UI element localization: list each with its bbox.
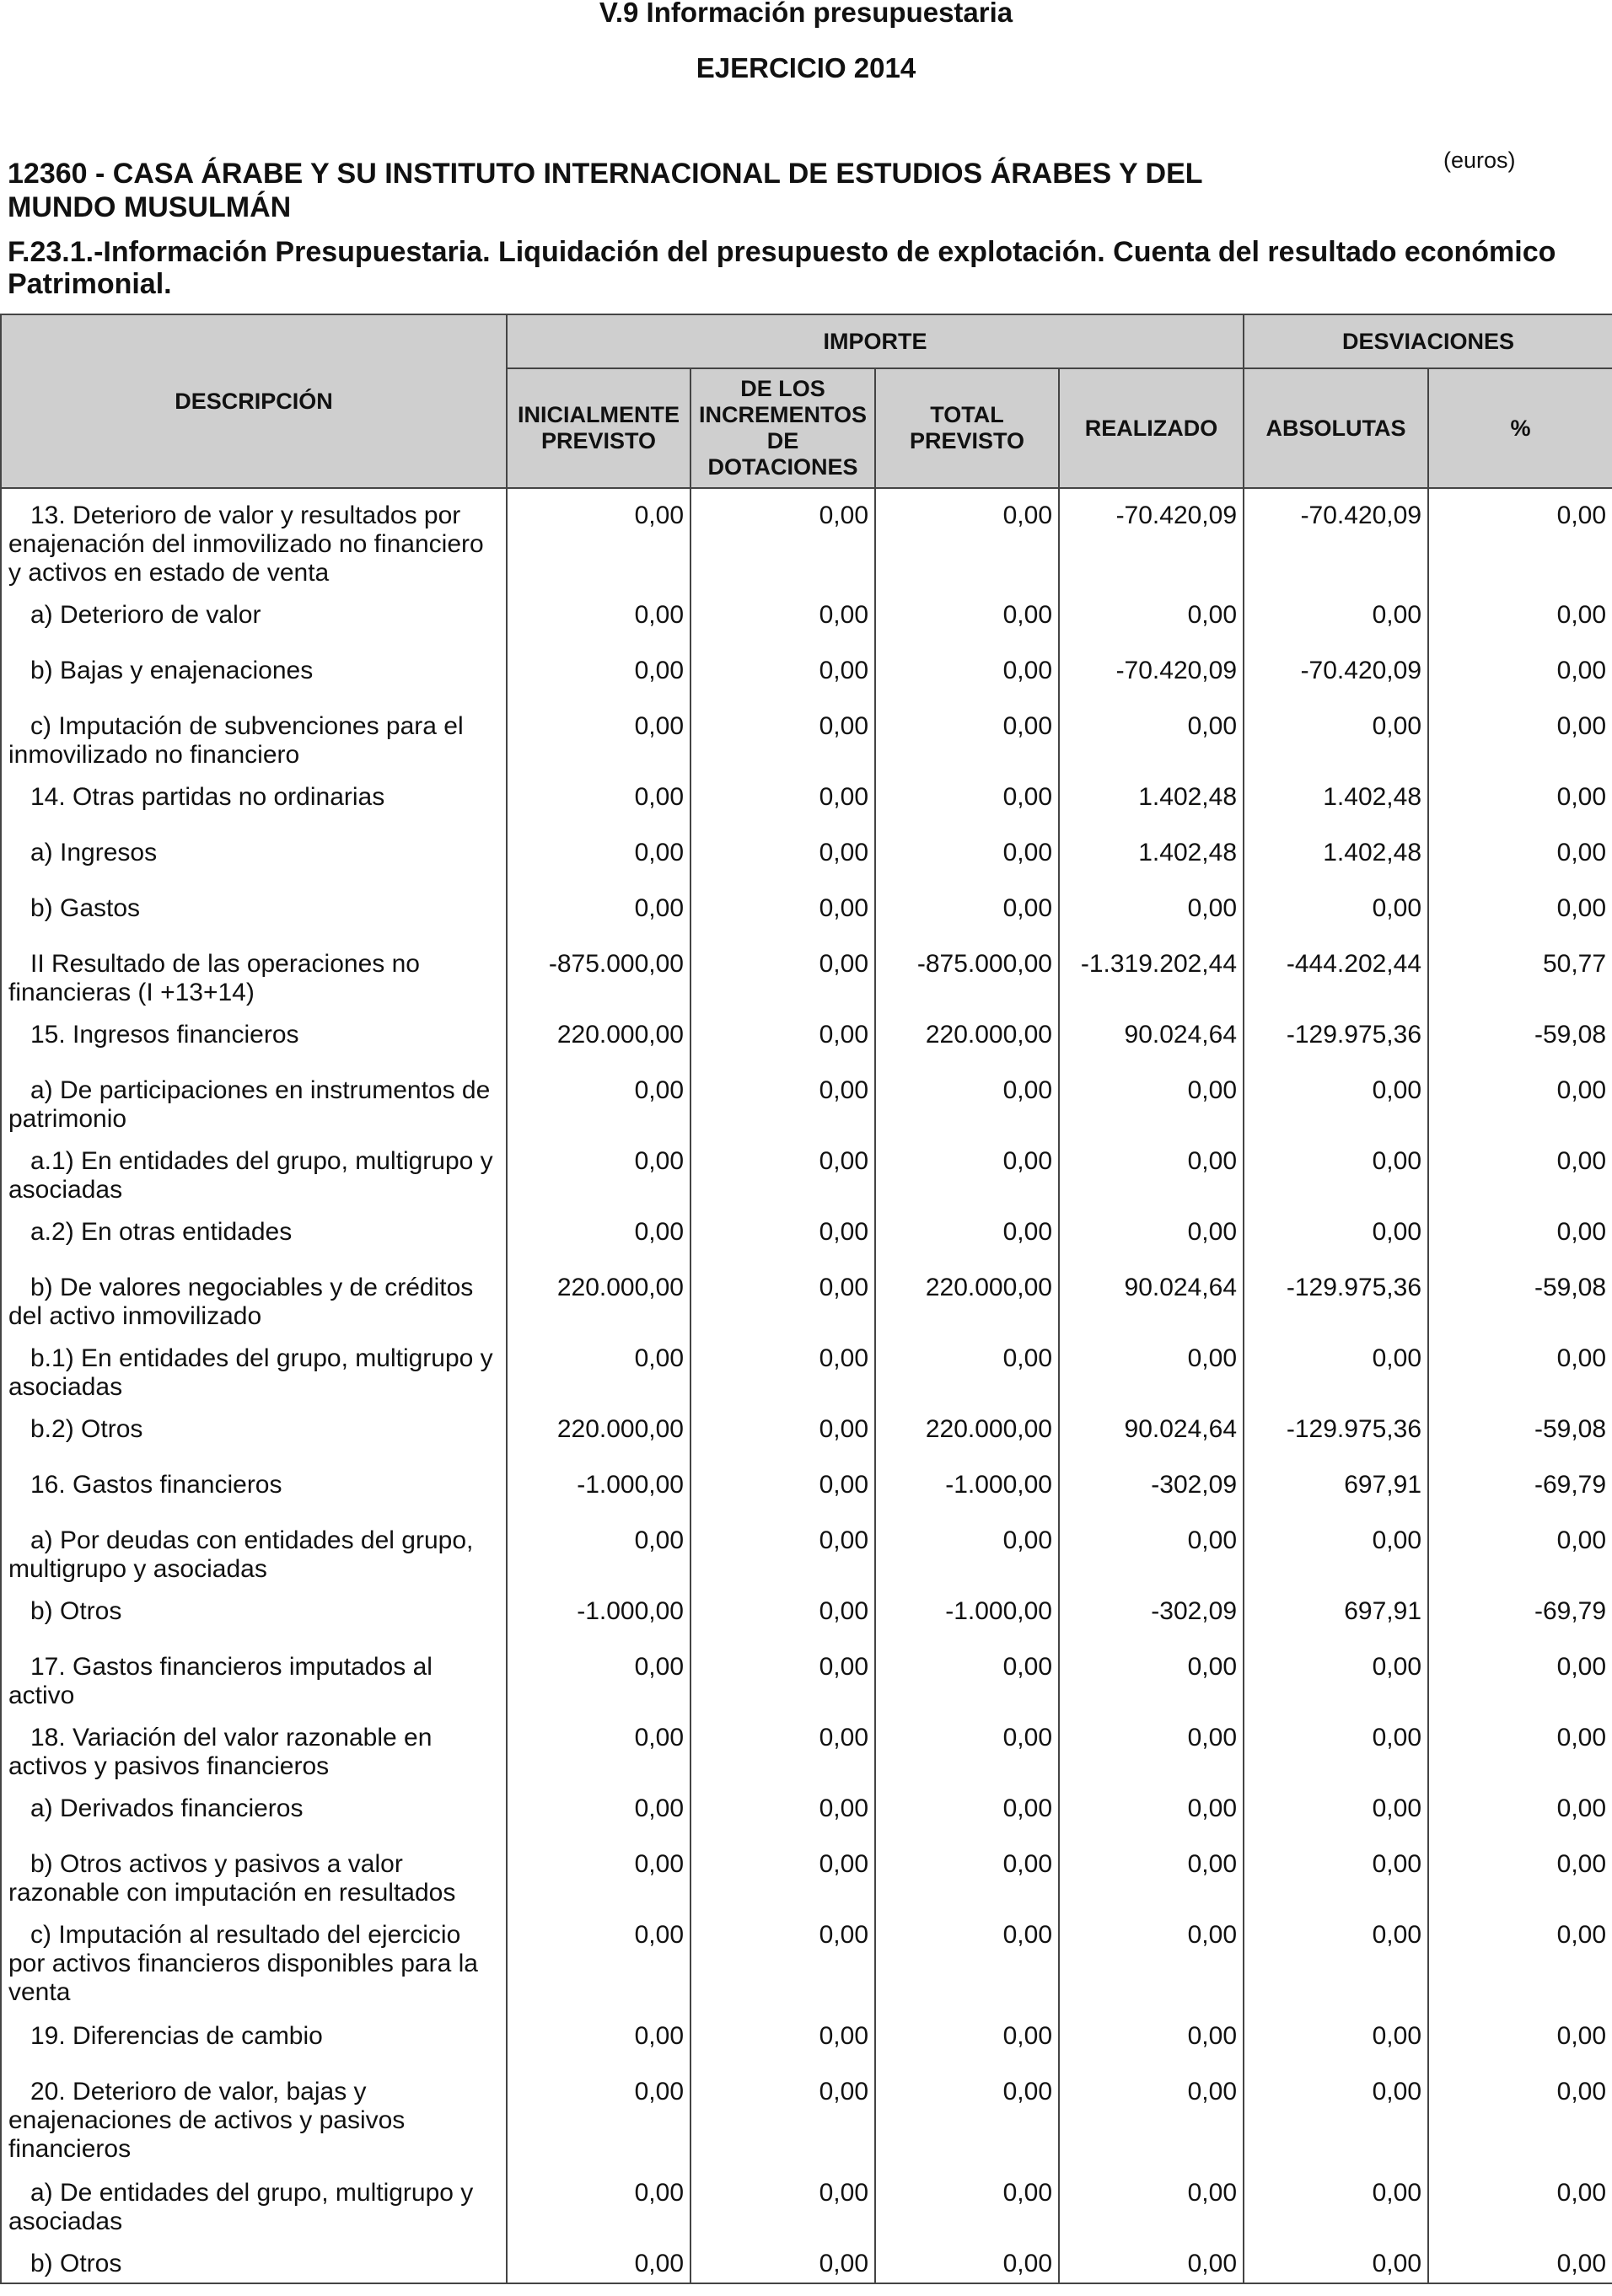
row-value: 0,00 — [690, 1064, 875, 1135]
row-value: 0,00 — [1428, 2009, 1612, 2065]
row-value: 0,00 — [1428, 770, 1612, 826]
row-value: 0,00 — [1244, 588, 1428, 644]
table-row — [1, 488, 1612, 588]
table-body — [1, 488, 1612, 2283]
row-value: 0,00 — [1428, 1064, 1612, 1135]
row-description: b) Otros — [1, 1585, 507, 1640]
row-value: 0,00 — [875, 770, 1059, 826]
row-value: -1.000,00 — [875, 1585, 1059, 1640]
table-row — [1, 770, 1612, 826]
row-value: 0,00 — [875, 882, 1059, 937]
row-description: c) Imputación de subvenciones para el inmovilizado no financiero — [1, 700, 507, 770]
table-row — [1, 2065, 1612, 2166]
header-inicialmente-previsto: INICIALMENTE PREVISTO — [507, 368, 690, 488]
currency-unit: (euros) — [1443, 148, 1516, 173]
table-row — [1, 882, 1612, 937]
row-value: 0,00 — [875, 2166, 1059, 2237]
row-value: 0,00 — [1428, 2065, 1612, 2166]
row-value: 0,00 — [1428, 1205, 1612, 1261]
row-value: 0,00 — [875, 1332, 1059, 1403]
row-value: -302,09 — [1059, 1585, 1244, 1640]
row-value: 0,00 — [1428, 882, 1612, 937]
row-value: 0,00 — [1244, 1711, 1428, 1782]
row-value: 1.402,48 — [1244, 770, 1428, 826]
row-value: 0,00 — [1059, 1640, 1244, 1711]
row-description: a) Ingresos — [1, 826, 507, 882]
row-value: 0,00 — [690, 1640, 875, 1711]
row-value: -129.975,36 — [1244, 1403, 1428, 1458]
row-description: 19. Diferencias de cambio — [1, 2009, 507, 2065]
table-row — [1, 826, 1612, 882]
row-description: b.1) En entidades del grupo, multigrupo y asociadas — [1, 1332, 507, 1403]
row-value: 0,00 — [1244, 1640, 1428, 1711]
row-value: 0,00 — [507, 826, 690, 882]
row-value: 0,00 — [690, 1261, 875, 1332]
row-value: 0,00 — [690, 1008, 875, 1064]
row-value: 0,00 — [1059, 2166, 1244, 2237]
row-value: 0,00 — [875, 588, 1059, 644]
row-value: 0,00 — [1244, 1332, 1428, 1403]
row-value: 0,00 — [507, 644, 690, 700]
row-value: 0,00 — [690, 1908, 875, 2009]
row-value: 0,00 — [1059, 1135, 1244, 1205]
row-value: -70.420,09 — [1059, 644, 1244, 700]
row-value: 0,00 — [507, 2166, 690, 2237]
header-porcentaje: % — [1428, 368, 1612, 488]
row-value: -129.975,36 — [1244, 1008, 1428, 1064]
row-value: -875.000,00 — [875, 937, 1059, 1008]
row-value: 0,00 — [507, 488, 690, 588]
row-value: 0,00 — [690, 1782, 875, 1837]
row-value: 0,00 — [1244, 2166, 1428, 2237]
row-value: 0,00 — [507, 1514, 690, 1585]
row-value: 220.000,00 — [507, 1403, 690, 1458]
row-description: b.2) Otros — [1, 1403, 507, 1458]
row-value: 220.000,00 — [507, 1261, 690, 1332]
table-row — [1, 1135, 1612, 1205]
table-row — [1, 1585, 1612, 1640]
row-value: 0,00 — [1428, 1135, 1612, 1205]
row-value: 0,00 — [507, 882, 690, 937]
row-value: 0,00 — [875, 1514, 1059, 1585]
row-value: 0,00 — [1244, 1064, 1428, 1135]
row-value: 0,00 — [875, 1205, 1059, 1261]
row-description: 15. Ingresos financieros — [1, 1008, 507, 1064]
row-value: 220.000,00 — [875, 1261, 1059, 1332]
organization-title: 12360 - CASA ÁRABE Y SU INSTITUTO INTERNACIONAL DE ESTUDIOS ÁRABES Y DEL MUNDO MUSULMÁN — [8, 158, 1202, 223]
table-row — [1, 1332, 1612, 1403]
table-row — [1, 1640, 1612, 1711]
row-value: 220.000,00 — [875, 1008, 1059, 1064]
row-value: 0,00 — [875, 1782, 1059, 1837]
table-row — [1, 1008, 1612, 1064]
row-value: 0,00 — [507, 1640, 690, 1711]
row-value: 90.024,64 — [1059, 1261, 1244, 1332]
table-row — [1, 1261, 1612, 1332]
row-value: 0,00 — [875, 2065, 1059, 2166]
row-value: 0,00 — [1059, 588, 1244, 644]
row-value: 0,00 — [690, 770, 875, 826]
row-description: b) Bajas y enajenaciones — [1, 644, 507, 700]
row-value: 0,00 — [507, 2237, 690, 2283]
row-description: b) Gastos — [1, 882, 507, 937]
row-value: 0,00 — [1059, 2237, 1244, 2283]
row-value: -129.975,36 — [1244, 1261, 1428, 1332]
row-value: -70.420,09 — [1244, 488, 1428, 588]
table-row — [1, 644, 1612, 700]
row-value: 0,00 — [1428, 1711, 1612, 1782]
row-value: 0,00 — [1059, 1908, 1244, 2009]
row-value: 0,00 — [690, 937, 875, 1008]
table-row — [1, 700, 1612, 770]
row-value: 0,00 — [507, 1711, 690, 1782]
row-value: -59,08 — [1428, 1261, 1612, 1332]
table-row — [1, 2166, 1612, 2237]
row-value: 0,00 — [1428, 644, 1612, 700]
row-value: 0,00 — [1059, 1782, 1244, 1837]
table-row — [1, 2009, 1612, 2065]
row-value: 0,00 — [875, 700, 1059, 770]
row-value: 0,00 — [1059, 1064, 1244, 1135]
row-value: -1.000,00 — [507, 1458, 690, 1514]
row-value: 90.024,64 — [1059, 1403, 1244, 1458]
row-value: 0,00 — [1059, 2009, 1244, 2065]
row-value: 0,00 — [690, 1837, 875, 1908]
table-row — [1, 2237, 1612, 2283]
table-row — [1, 1064, 1612, 1135]
row-description: a) Derivados financieros — [1, 1782, 507, 1837]
row-value: -875.000,00 — [507, 937, 690, 1008]
row-value: 0,00 — [690, 2009, 875, 2065]
row-value: 90.024,64 — [1059, 1008, 1244, 1064]
table-row — [1, 1908, 1612, 2009]
row-value: 0,00 — [1059, 1514, 1244, 1585]
row-value: 0,00 — [1059, 1205, 1244, 1261]
row-value: 0,00 — [1059, 882, 1244, 937]
row-value: 0,00 — [1428, 2166, 1612, 2237]
row-description: 13. Deterioro de valor y resultados por enajenación del inmovilizado no financiero y activos en estado de venta — [1, 488, 507, 588]
header-absolutas: ABSOLUTAS — [1244, 368, 1428, 488]
row-value: -69,79 — [1428, 1585, 1612, 1640]
table-row — [1, 1403, 1612, 1458]
row-value: 0,00 — [690, 2065, 875, 2166]
row-value: 0,00 — [1244, 1908, 1428, 2009]
row-value: -1.000,00 — [875, 1458, 1059, 1514]
row-description: 18. Variación del valor razonable en activos y pasivos financieros — [1, 1711, 507, 1782]
row-value: -70.420,09 — [1244, 644, 1428, 700]
row-value: 0,00 — [1428, 1782, 1612, 1837]
row-value: 0,00 — [1244, 1782, 1428, 1837]
row-value: 0,00 — [690, 1403, 875, 1458]
row-value: 0,00 — [507, 700, 690, 770]
header-importe: IMPORTE — [507, 314, 1244, 368]
row-value: 0,00 — [507, 1332, 690, 1403]
row-value: 0,00 — [1244, 700, 1428, 770]
row-description: c) Imputación al resultado del ejercicio por activos financieros disponibles para la venta — [1, 1908, 507, 2009]
row-value: 0,00 — [1428, 1837, 1612, 1908]
row-value: 0,00 — [690, 2166, 875, 2237]
row-value: 0,00 — [875, 1640, 1059, 1711]
table-row — [1, 937, 1612, 1008]
row-description: a) De entidades del grupo, multigrupo y asociadas — [1, 2166, 507, 2237]
row-value: 0,00 — [1428, 700, 1612, 770]
row-value: 0,00 — [507, 2009, 690, 2065]
row-value: 0,00 — [507, 2065, 690, 2166]
header-descripcion: DESCRIPCIÓN — [1, 314, 507, 488]
row-value: 0,00 — [507, 770, 690, 826]
row-value: 0,00 — [690, 588, 875, 644]
header-total-previsto: TOTAL PREVISTO — [875, 368, 1059, 488]
table-row — [1, 1711, 1612, 1782]
row-value: 1.402,48 — [1244, 826, 1428, 882]
row-value: 0,00 — [875, 2009, 1059, 2065]
row-value: 0,00 — [1428, 1640, 1612, 1711]
table-row — [1, 1205, 1612, 1261]
row-description: 17. Gastos financieros imputados al activo — [1, 1640, 507, 1711]
row-value: 0,00 — [1244, 2065, 1428, 2166]
row-value: 0,00 — [1244, 882, 1428, 937]
row-description: a.2) En otras entidades — [1, 1205, 507, 1261]
row-value: 0,00 — [1428, 1908, 1612, 2009]
row-value: 0,00 — [1059, 700, 1244, 770]
row-value: 0,00 — [1428, 588, 1612, 644]
row-value: 0,00 — [507, 1135, 690, 1205]
row-value: 0,00 — [1428, 1332, 1612, 1403]
row-value: 220.000,00 — [507, 1008, 690, 1064]
table-row — [1, 1837, 1612, 1908]
row-value: -1.319.202,44 — [1059, 937, 1244, 1008]
row-description: 16. Gastos financieros — [1, 1458, 507, 1514]
row-value: 0,00 — [875, 1064, 1059, 1135]
row-value: 0,00 — [690, 826, 875, 882]
row-description: b) Otros — [1, 2237, 507, 2283]
row-description: b) De valores negociables y de créditos del activo inmovilizado — [1, 1261, 507, 1332]
row-description: a) De participaciones en instrumentos de patrimonio — [1, 1064, 507, 1135]
row-value: 0,00 — [875, 644, 1059, 700]
row-description: 20. Deterioro de valor, bajas y enajenaciones de activos y pasivos financieros — [1, 2065, 507, 2166]
row-value: 0,00 — [875, 1135, 1059, 1205]
row-value: 0,00 — [875, 826, 1059, 882]
row-value: -1.000,00 — [507, 1585, 690, 1640]
row-value: 0,00 — [1059, 2065, 1244, 2166]
row-value: 0,00 — [690, 1205, 875, 1261]
row-value: 0,00 — [507, 1782, 690, 1837]
row-value: 0,00 — [875, 1837, 1059, 1908]
row-value: 0,00 — [875, 1908, 1059, 2009]
row-value: -70.420,09 — [1059, 488, 1244, 588]
row-value: 0,00 — [690, 700, 875, 770]
fiscal-year: EJERCICIO 2014 — [696, 52, 916, 83]
row-value: 1.402,48 — [1059, 826, 1244, 882]
row-value: 0,00 — [507, 1205, 690, 1261]
row-value: 0,00 — [1244, 1135, 1428, 1205]
row-value: 0,00 — [875, 2237, 1059, 2283]
row-value: 0,00 — [690, 1585, 875, 1640]
row-value: 0,00 — [690, 1332, 875, 1403]
row-value: 0,00 — [875, 1711, 1059, 1782]
row-description: 14. Otras partidas no ordinarias — [1, 770, 507, 826]
row-value: 0,00 — [690, 1711, 875, 1782]
row-value: 0,00 — [690, 644, 875, 700]
row-value: 0,00 — [690, 2237, 875, 2283]
report-subtitle: F.23.1.-Información Presupuestaria. Liquidación del presupuesto de explotación. Cuenta del resultado económico Patrimonial. — [8, 236, 1556, 300]
table-row — [1, 1514, 1612, 1585]
row-value: 0,00 — [1244, 1205, 1428, 1261]
row-value: 0,00 — [1244, 1837, 1428, 1908]
row-value: 0,00 — [507, 1908, 690, 2009]
row-value: 0,00 — [507, 1837, 690, 1908]
row-value: 0,00 — [1428, 1514, 1612, 1585]
row-value: -302,09 — [1059, 1458, 1244, 1514]
row-value: 0,00 — [1244, 2237, 1428, 2283]
row-value: -444.202,44 — [1244, 937, 1428, 1008]
row-value: 0,00 — [690, 1514, 875, 1585]
table-row — [1, 1458, 1612, 1514]
row-value: 0,00 — [690, 1135, 875, 1205]
row-value: 0,00 — [1244, 2009, 1428, 2065]
row-value: 0,00 — [507, 1064, 690, 1135]
row-value: 0,00 — [875, 488, 1059, 588]
row-value: -59,08 — [1428, 1403, 1612, 1458]
row-value: -59,08 — [1428, 1008, 1612, 1064]
row-value: 0,00 — [690, 488, 875, 588]
row-value: 0,00 — [1428, 2237, 1612, 2283]
row-value: 0,00 — [507, 588, 690, 644]
header-realizado: REALIZADO — [1059, 368, 1244, 488]
row-value: 0,00 — [1244, 1514, 1428, 1585]
row-description: a.1) En entidades del grupo, multigrupo y asociadas — [1, 1135, 507, 1205]
row-value: 220.000,00 — [875, 1403, 1059, 1458]
row-value: 0,00 — [690, 1458, 875, 1514]
row-value: 1.402,48 — [1059, 770, 1244, 826]
budget-table — [0, 314, 1612, 2284]
table-row — [1, 588, 1612, 644]
row-value: 0,00 — [1059, 1711, 1244, 1782]
row-description: a) Deterioro de valor — [1, 588, 507, 644]
row-value: 0,00 — [1428, 826, 1612, 882]
header-incrementos-dotaciones: DE LOS INCREMENTOS DE DOTACIONES — [690, 368, 875, 488]
header-desviaciones: DESVIACIONES — [1244, 314, 1612, 368]
row-description: b) Otros activos y pasivos a valor razonable con imputación en resultados — [1, 1837, 507, 1908]
row-value: 0,00 — [1059, 1332, 1244, 1403]
table-row — [1, 1782, 1612, 1837]
row-value: -69,79 — [1428, 1458, 1612, 1514]
section-title: V.9 Información presupuestaria — [599, 0, 1013, 28]
row-value: 0,00 — [1059, 1837, 1244, 1908]
row-value: 50,77 — [1428, 937, 1612, 1008]
row-value: 697,91 — [1244, 1458, 1428, 1514]
row-description: II Resultado de las operaciones no financieras (I +13+14) — [1, 937, 507, 1008]
row-value: 697,91 — [1244, 1585, 1428, 1640]
row-description: a) Por deudas con entidades del grupo, multigrupo y asociadas — [1, 1514, 507, 1585]
row-value: 0,00 — [690, 882, 875, 937]
row-value: 0,00 — [1428, 488, 1612, 588]
